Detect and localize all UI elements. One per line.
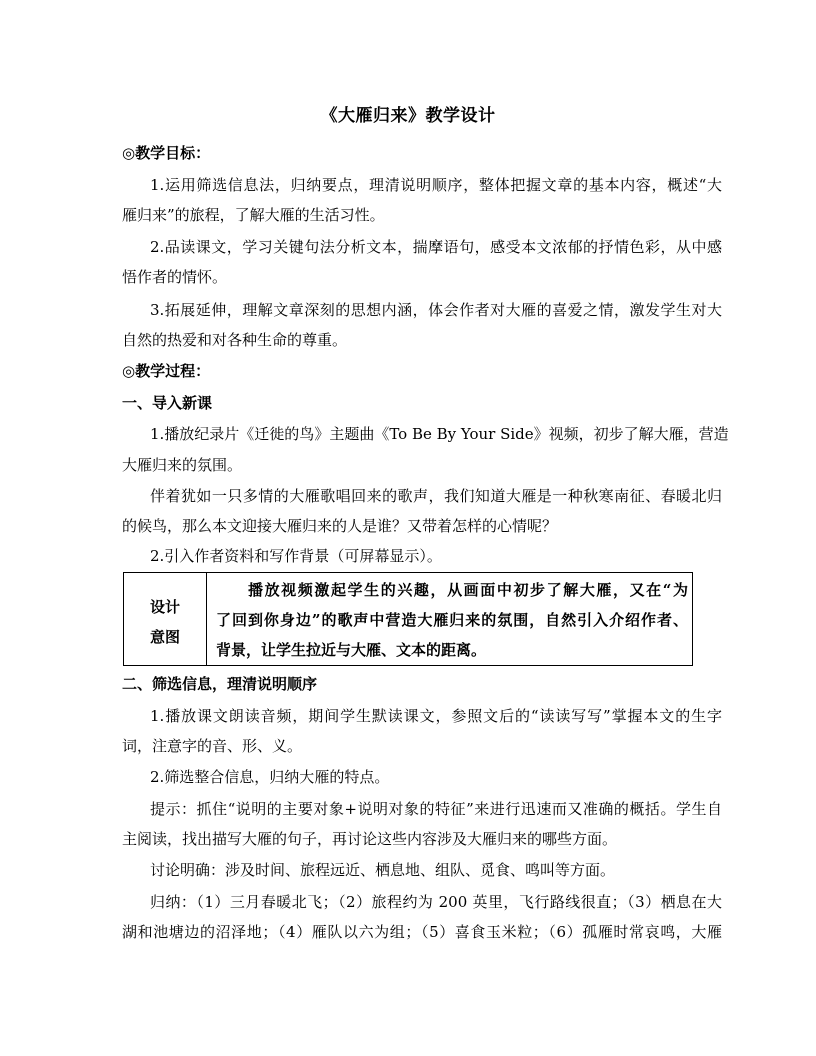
design-text-line-2: 了回到你身边”的歌声中营造大雁归来的氛围，自然引入介绍作者、 (216, 611, 688, 629)
design-text-line-3: 背景，让学生拉近与大雁、文本的距离。 (216, 641, 487, 659)
objective-2-line-1: 2.品读课文，学习关键句法分析文本，揣摩语句，感受本文浓郁的抒情色彩，从中感 (150, 238, 722, 256)
objective-3-line-2: 自然的热爱和对各种生命的尊重。 (122, 331, 348, 349)
section-2-paragraph-5-line-2: 湖和池塘边的沼泽地；（4）雁队以六为组；（5）喜食玉米粒；（6）孤雁时常哀鸣，大雁 (122, 923, 722, 941)
section-1-paragraph-2-line-2: 的候鸟，那么本文迎接大雁归来的人是谁？又带着怎样的心情呢？ (122, 517, 558, 535)
section-2-paragraph-5-line-1: 归纳：（1）三月春暖北飞；（2）旅程约为 200 英里，飞行路线很直；（3）栖息在大 (150, 893, 722, 911)
section-2-paragraph-3-line-2: 主阅读，找出描写大雁的句子，再讨论这些内容涉及大雁归来的哪些方面。 (122, 830, 618, 848)
section-2-paragraph-1-line-2: 词，注意字的音、形、义。 (122, 737, 303, 755)
objective-3-line-1: 3.拓展延伸，理解文章深刻的思想内涵，体会作者对大雁的喜爱之情，激发学生对大 (150, 301, 722, 319)
design-text-line-1: 播放视频激起学生的兴趣，从画面中初步了解大雁，又在“为 (248, 581, 688, 599)
section-1-heading: 一、导入新课 (122, 394, 213, 412)
section-1-paragraph-2-line-1: 伴着犹如一只多情的大雁歌唱回来的歌声，我们知道大雁是一种秋寒南征、春暖北归 (150, 487, 722, 505)
section-1-paragraph-1-line-2: 大雁归来的氛围。 (122, 456, 243, 474)
section-1-paragraph-3: 2.引入作者资料和写作背景（可屏幕显示）。 (150, 547, 442, 565)
objective-1-line-1: 1.运用筛选信息法，归纳要点，理清说明顺序，整体把握文章的基本内容，概述“大 (150, 176, 722, 194)
design-label-line-1: 设计 (149, 598, 180, 616)
objectives-heading: ◎教学目标： (122, 144, 211, 162)
objective-1-line-2: 雁归来”的旅程，了解大雁的生活习性。 (122, 206, 385, 224)
section-2-paragraph-2: 2.筛选整合信息，归纳大雁的特点。 (150, 768, 390, 786)
section-2-paragraph-1-line-1: 1.播放课文朗读音频，期间学生默读课文，参照文后的“读读写写”掌握本文的生字 (150, 707, 722, 725)
document-title: 《大雁归来》教学设计 (320, 106, 496, 126)
section-2-paragraph-3-line-1: 提示：抓住“说明的主要对象+说明对象的特征”来进行迅速而又准确的概括。学生自 (150, 800, 722, 818)
design-intent-table (123, 572, 693, 666)
objective-2-line-2: 悟作者的情怀。 (122, 268, 228, 286)
design-label-line-2: 意图 (149, 628, 180, 646)
section-1-paragraph-1-line-1: 1.播放纪录片《迁徙的鸟》主题曲《To Be By Your Side》视频，初步了解大雁，营造 (150, 425, 729, 443)
table-divider (206, 573, 207, 665)
section-2-heading: 二、筛选信息，理清说明顺序 (122, 675, 318, 693)
process-heading: ◎教学过程： (122, 362, 211, 380)
section-2-paragraph-4: 讨论明确：涉及时间、旅程远近、栖息地、组队、觅食、鸣叫等方面。 (150, 861, 616, 879)
